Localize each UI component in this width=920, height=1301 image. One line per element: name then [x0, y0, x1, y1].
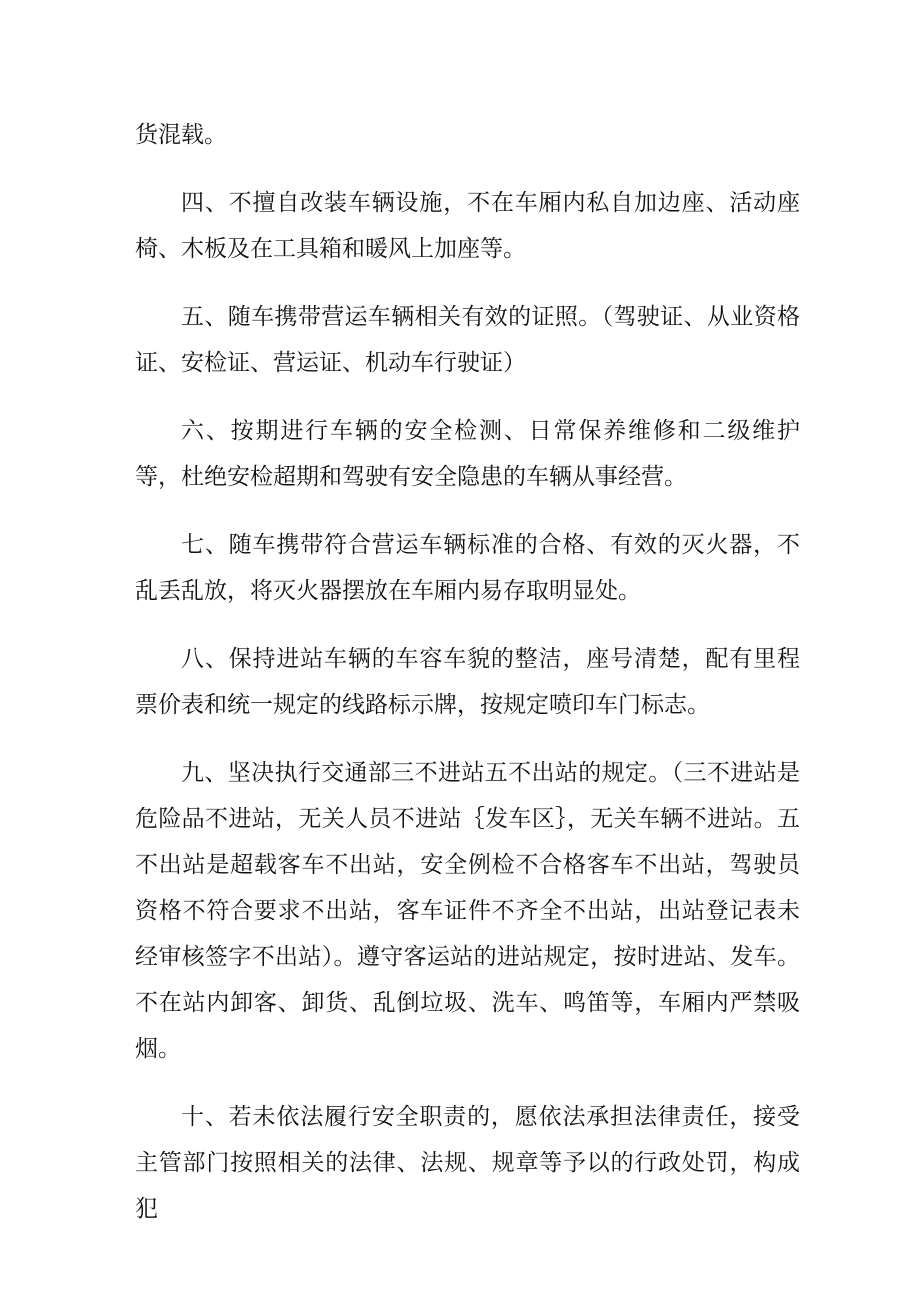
paragraph-item-8: 八、保持进站车辆的车容车貌的整洁，座号清楚，配有里程票价表和统一规定的线路标示牌，按规定喷印车门标志。 [135, 646, 800, 718]
document-body [135, 112, 800, 1254]
paragraph-item-7: 七、随车携带符合营运车辆标准的合格、有效的灭火器，不乱丢乱放，将灭火器摆放在车厢内易存取明显处。 [135, 532, 800, 604]
paragraph-continuation: 货混载。 [135, 122, 227, 148]
paragraph-item-4: 四、不擅自改装车辆设施，不在车厢内私自加边座、活动座椅、木板及在工具箱和暖风上加座等。 [135, 190, 800, 262]
paragraph-item-5: 五、随车携带营运车辆相关有效的证照。（驾驶证、从业资格证、安检证、营运证、机动车行驶证） [135, 304, 800, 376]
paragraph-item-10: 十、若未依法履行安全职责的，愿依法承担法律责任，接受主管部门按照相关的法律、法规、规章等予以的行政处罚，构成犯 [135, 1104, 800, 1222]
paragraph-item-9: 九、坚决执行交通部三不进站五不出站的规定。（三不进站是危险品不进站，无关人员不进站｛发车区｝，无关车辆不进站。五不出站是超载客车不出站，安全例检不合格客车不出站，驾驶员资格不符合要求不出站，客车证件不齐全不出站，出站登记表未经审核签字不出站）。遵守客运站的进站规定，按时进站、发车。不在站内卸客、卸货、乱倒垃圾、洗车、鸣笛等，车厢内严禁吸烟。 [135, 760, 800, 1062]
paragraph-item-6: 六、按期进行车辆的安全检测、日常保养维修和二级维护等，杜绝安检超期和驾驶有安全隐患的车辆从事经营。 [135, 418, 800, 490]
